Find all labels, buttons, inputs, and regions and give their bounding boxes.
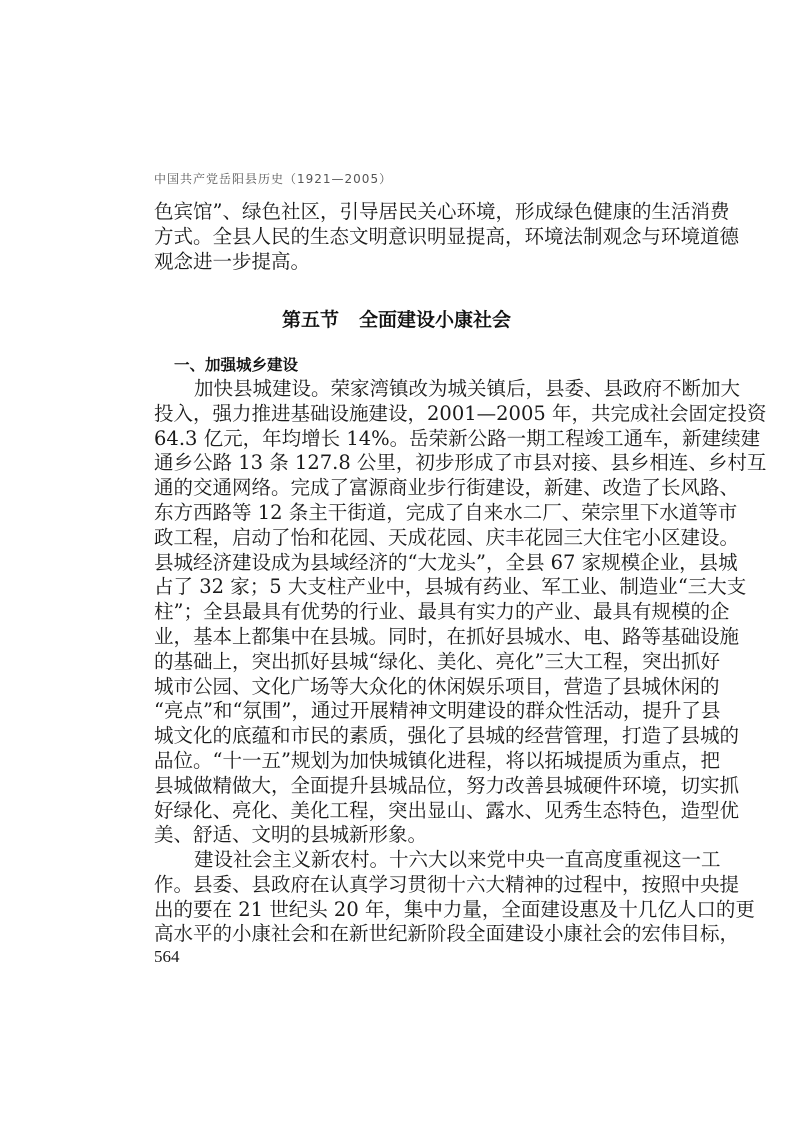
section-title-text: 全面建设小康社会 xyxy=(359,309,512,331)
text-line: 高水平的小康社会和在新世纪新阶段全面建设小康社会的宏伟目标， xyxy=(154,922,740,946)
text-line: 美、舒适、文明的县城新形象。 xyxy=(154,823,428,847)
running-head: 中国共产党岳阳县历史（1921—2005） xyxy=(154,172,393,186)
intro-paragraph xyxy=(154,200,740,274)
text-line: 好绿化、亮化、美化工程，突出显山、露水、见秀生态特色，造型优 xyxy=(154,798,740,822)
text-line: 通乡公路 13 条 127.8 公里，初步形成了市县对接、县乡相连、乡村互 xyxy=(154,451,767,475)
text-line: 县城做精做大，全面提升县城品位，努力改善县城硬件环境，切实抓 xyxy=(154,773,740,797)
text-line: 的基础上，突出抓好县城“绿化、美化、亮化”三大工程，突出抓好 xyxy=(154,649,720,673)
text-line: 观念进一步提高。 xyxy=(154,249,311,273)
text-line: 业，基本上都集中在县城。同时，在抓好县城水、电、路等基础设施 xyxy=(154,624,740,648)
text-line: 64.3 亿元，年均增长 14%。岳荣新公路一期工程竣工通车，新建续建 xyxy=(154,426,761,450)
text-line: 建设社会主义新农村。十六大以来党中央一直高度重视这一工 xyxy=(194,848,721,871)
text-line: 加快县城建设。荣家湾镇改为城关镇后，县委、县政府不断加大 xyxy=(194,377,741,400)
text-line: 县城经济建设成为县域经济的“大龙头”，全县 67 家规模企业，县城 xyxy=(154,550,738,574)
text-line: 柱”；全县最具有优势的行业、最具有实力的产业、最具有规模的企 xyxy=(154,600,730,624)
text-line: 东方西路等 12 条主干街道，完成了自来水二厂、荣宗里下水道等市 xyxy=(154,500,738,524)
text-line: 出的要在 21 世纪头 20 年，集中力量，全面建设惠及十几亿人口的更 xyxy=(154,897,755,921)
text-line: 占了 32 家；5 大支柱产业中，县城有药业、军工业、制造业“三大支 xyxy=(154,575,747,599)
text-line: 政工程，启动了怡和花园、天成花园、庆丰花园三大住宅小区建设。 xyxy=(154,525,740,549)
text-line: 投入，强力推进基础设施建设，2001—2005 年，共完成社会固定投资 xyxy=(154,401,767,425)
text-line: 城文化的底蕴和市民的素质，强化了县城的经营管理，打造了县城的 xyxy=(154,724,740,748)
text-line: 作。县委、县政府在认真学习贯彻十六大精神的过程中，按照中央提 xyxy=(154,872,740,896)
section-number: 第五节 xyxy=(281,309,339,331)
text-line: 品位。“十一五”规划为加快城镇化进程，将以拓城提质为重点，把 xyxy=(154,748,720,772)
paragraph-1 xyxy=(154,377,767,848)
text-line: 城市公园、文化广场等大众化的休闲娱乐项目，营造了县城休闲的 xyxy=(154,674,720,698)
section-title xyxy=(0,305,793,332)
text-line: 色宾馆”、绿色社区，引导居民关心环境，形成绿色健康的生活消费 xyxy=(154,200,730,223)
text-line: 方式。全县人民的生态文明意识明显提高，环境法制观念与环境道德 xyxy=(154,224,740,248)
paragraph-2 xyxy=(154,848,755,947)
page-number: 564 xyxy=(154,947,180,966)
text-line: “亮点”和“氛围”，通过开展精神文明建设的群众性活动，提升了县 xyxy=(154,699,721,723)
subheading: 一、加强城乡建设 xyxy=(174,356,299,374)
text-line: 通的交通网络。完成了富源商业步行街建设，新建、改造了长风路、 xyxy=(154,476,740,500)
